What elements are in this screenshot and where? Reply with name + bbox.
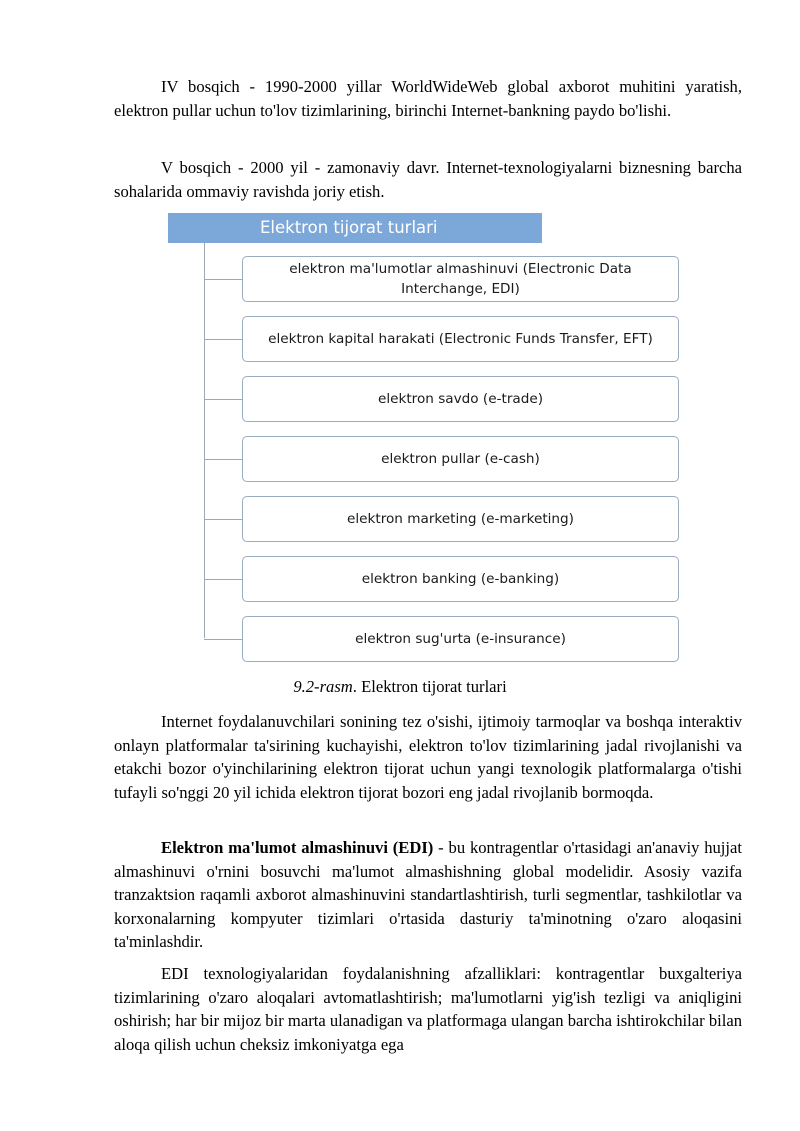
diagram-connector-line [204,339,242,340]
diagram-header: Elektron tijorat turlari [168,213,542,243]
diagram-connector-line [204,279,242,280]
diagram-connector-line [204,639,242,640]
paragraph-stage-4: IV bosqich - 1990-2000 yillar WorldWideWeb global axborot muhitini yaratish, elektron pullar uchun to'lov tizimlarining, birinchi Internet-bankning paydo bo'lishi. [114,77,742,120]
edi-definition-text: - bu kontragentlar o'rtasidagi an'anaviy hujjat almashinuvi o'rnini bosuvchi ma'lumot almashishning global modelidir. Asosiy vazifa tranzaktsion raqamli axborot almashinuvini standartlashtirish, turli segmentlar, tashkilotlar va korxonalarning kompyuter tizimlari o'rtasida dasturiy ta'minotning o'zaro aloqasini ta'minlashdir. [114,838,742,951]
figure-caption [0,676,800,698]
paragraph-edi-advantages: EDI texnologiyalaridan foydalanishning afzalliklari: kontragentlar buxgalteriya tizimlarining o'zaro aloqalari avtomatlashtirish; ma'lumotlarni yig'ish tezligi va aniqligini oshirish; har bir mijoz bir marta ulanadigan va platformaga ulangan barcha ishtirokchilar bilan aloqa qilish uchun cheksiz imkoniyatga ega [114,964,742,1054]
diagram-trunk-line [204,243,205,638]
diagram-item-box: elektron marketing (e-marketing) [242,496,679,542]
diagram-connector-line [204,519,242,520]
diagram-item-box: elektron ma'lumotlar almashinuvi (Electronic Data Interchange, EDI) [242,256,679,302]
paragraph-stage-5: V bosqich - 2000 yil - zamonaviy davr. Internet-texnologiyalarni biznesning barcha sohalarida ommaviy ravishda joriy etish. [114,158,742,201]
diagram-connector-line [204,399,242,400]
diagram-item-box: elektron savdo (e-trade) [242,376,679,422]
diagram-item-box: elektron sug'urta (e-insurance) [242,616,679,662]
diagram-item-box: elektron banking (e-banking) [242,556,679,602]
edi-term: Elektron ma'lumot almashinuvi (EDI) [161,838,434,857]
diagram-item-box: elektron kapital harakati (Electronic Funds Transfer, EFT) [242,316,679,362]
paragraph-market-growth: Internet foydalanuvchilari sonining tez o'sishi, ijtimoiy tarmoqlar va boshqa interaktiv onlayn platformalar ta'sirining kuchayishi, elektron to'lov tizimlarining jadal rivojlanishi va etakchi bozor o'yinchilarining elektron tijorat uchun yangi texnologik platformalarga o'tishi tufayli so'nggi 20 yil ichida elektron tijorat bozori eng jadal rivojlanib bormoqda. [114,712,742,802]
diagram-connector-line [204,579,242,580]
figure-number: 9.2-rasm [293,677,353,696]
figure-caption-text: . Elektron tijorat turlari [352,677,507,696]
diagram-connector-line [204,459,242,460]
paragraph-edi-definition [114,836,742,954]
diagram-item-box: elektron pullar (e-cash) [242,436,679,482]
